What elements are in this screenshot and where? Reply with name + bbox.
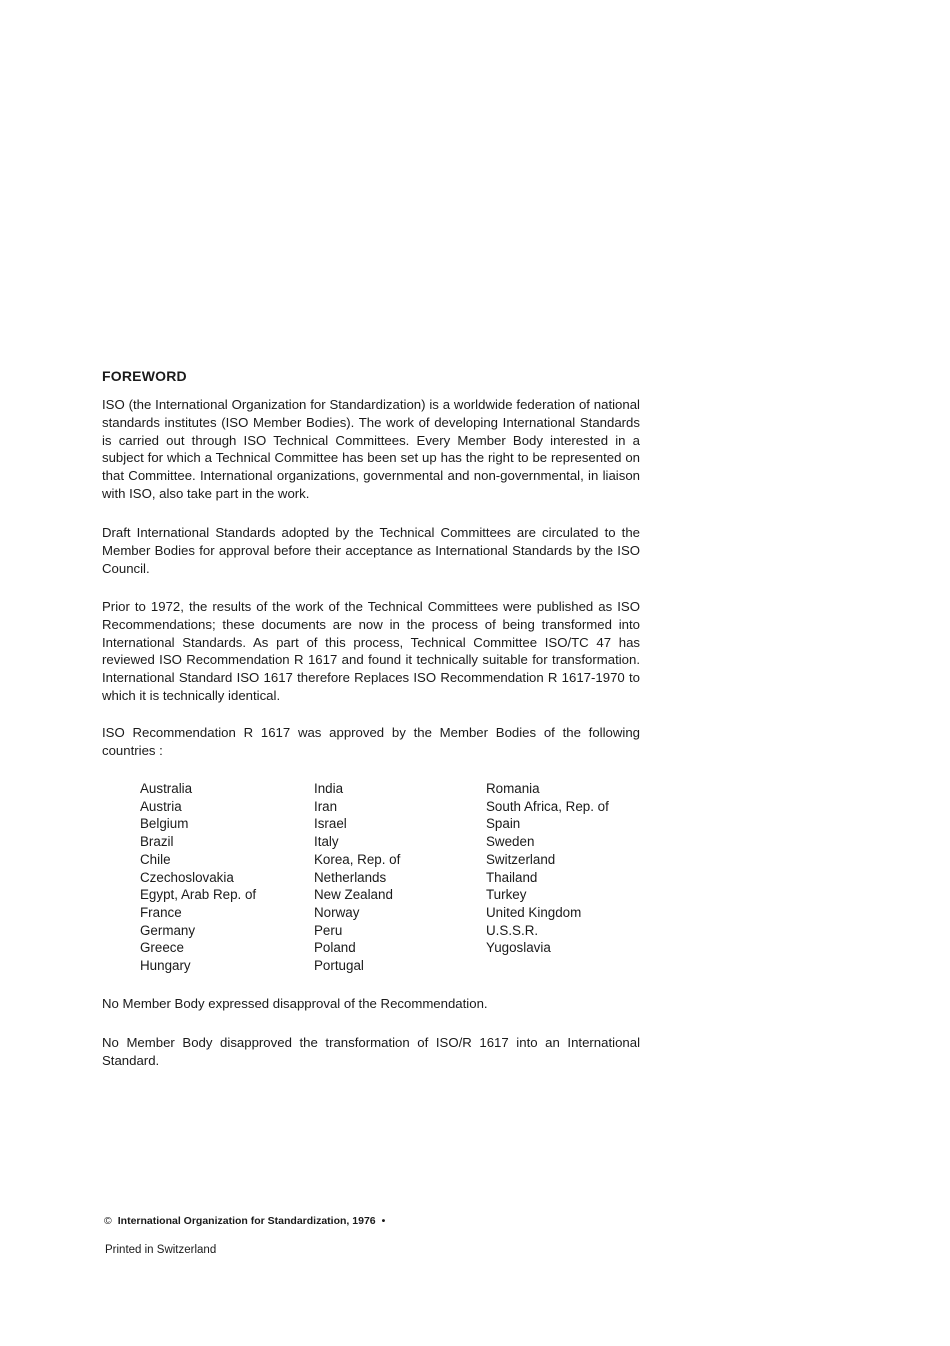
printed-location: Printed in Switzerland bbox=[105, 1244, 217, 1256]
country-item: Iran bbox=[314, 798, 338, 814]
foreword-paragraph-history: Prior to 1972, the results of the work of the Technical Committees were published as ISO Recommendations; these documents are now in the process of being transformed into International Standards. As part of this process, Technical Committee ISO/TC 47 has reviewed ISO Recommendation R 1617 and found it technically suitable for transformation. International Standard ISO 1617 therefore Replaces ISO Recommendation R 1617-1970 to which it is technically identical. bbox=[102, 599, 640, 703]
country-item: Australia bbox=[140, 781, 193, 796]
country-item: New Zealand bbox=[314, 887, 393, 903]
country-item: Poland bbox=[314, 940, 356, 956]
country-item: Austria bbox=[140, 798, 182, 814]
country-item: Norway bbox=[314, 904, 360, 920]
bullet-icon: • bbox=[381, 1215, 386, 1227]
copyright-line bbox=[104, 1215, 385, 1227]
country-item: Chile bbox=[140, 851, 171, 867]
country-item: Israel bbox=[314, 816, 347, 832]
country-item: Yugoslavia bbox=[486, 940, 551, 956]
approving-countries-list bbox=[140, 780, 650, 980]
country-item: South Africa, Rep. of bbox=[486, 798, 609, 814]
countries-column-3 bbox=[486, 780, 609, 957]
country-item: France bbox=[140, 904, 182, 920]
country-item: Germany bbox=[140, 922, 196, 938]
foreword-paragraph-iso: ISO (the International Organization for Standardization) is a worldwide federation of national standards institutes (ISO Member Bodies). The work of developing International Standards is carried out through ISO Technical Committees. Every Member Body interested in a subject for which a Technical Committee has been set up has the right to be represented on that Committee. International organizations, governmental and non-governmental, in liaison with ISO, also take part in the work. bbox=[102, 397, 640, 501]
country-item: Portugal bbox=[314, 958, 364, 974]
country-item: Greece bbox=[140, 940, 184, 956]
country-item: Switzerland bbox=[486, 851, 556, 867]
country-item: Thailand bbox=[486, 869, 538, 885]
country-item: Brazil bbox=[140, 834, 174, 850]
country-item: Peru bbox=[314, 922, 343, 938]
country-item: Belgium bbox=[140, 816, 189, 832]
country-item: Hungary bbox=[140, 958, 191, 974]
foreword-heading: FOREWORD bbox=[102, 368, 187, 384]
country-item: Turkey bbox=[486, 887, 527, 903]
foreword-paragraph-approval: ISO Recommendation R 1617 was approved by the Member Bodies of the following countries : bbox=[102, 725, 640, 758]
country-item: India bbox=[314, 781, 344, 796]
countries-column-1 bbox=[140, 780, 256, 975]
foreword-paragraph-transformation: No Member Body disapproved the transformation of ISO/R 1617 into an International Standard. bbox=[102, 1035, 640, 1068]
country-item: U.S.S.R. bbox=[486, 922, 539, 938]
country-item: Spain bbox=[486, 816, 521, 832]
country-item: Romania bbox=[486, 781, 540, 796]
copyright-text: International Organization for Standardization, 1976 bbox=[117, 1215, 376, 1227]
foreword-paragraph-no-disapproval: No Member Body expressed disapproval of the Recommendation. bbox=[102, 996, 488, 1011]
countries-column-2 bbox=[314, 780, 400, 975]
country-item: Sweden bbox=[486, 834, 535, 850]
country-item: United Kingdom bbox=[486, 904, 582, 920]
country-item: Czechoslovakia bbox=[140, 869, 234, 885]
country-item: Egypt, Arab Rep. of bbox=[140, 887, 257, 903]
country-item: Korea, Rep. of bbox=[314, 851, 401, 867]
country-item: Italy bbox=[314, 834, 339, 850]
country-item: Netherlands bbox=[314, 869, 387, 885]
copyright-icon: © bbox=[104, 1215, 112, 1227]
foreword-paragraph-drafts: Draft International Standards adopted by the Technical Committees are circulated to the Member Bodies for approval before their acceptance as International Standards by the ISO Council. bbox=[102, 525, 640, 576]
